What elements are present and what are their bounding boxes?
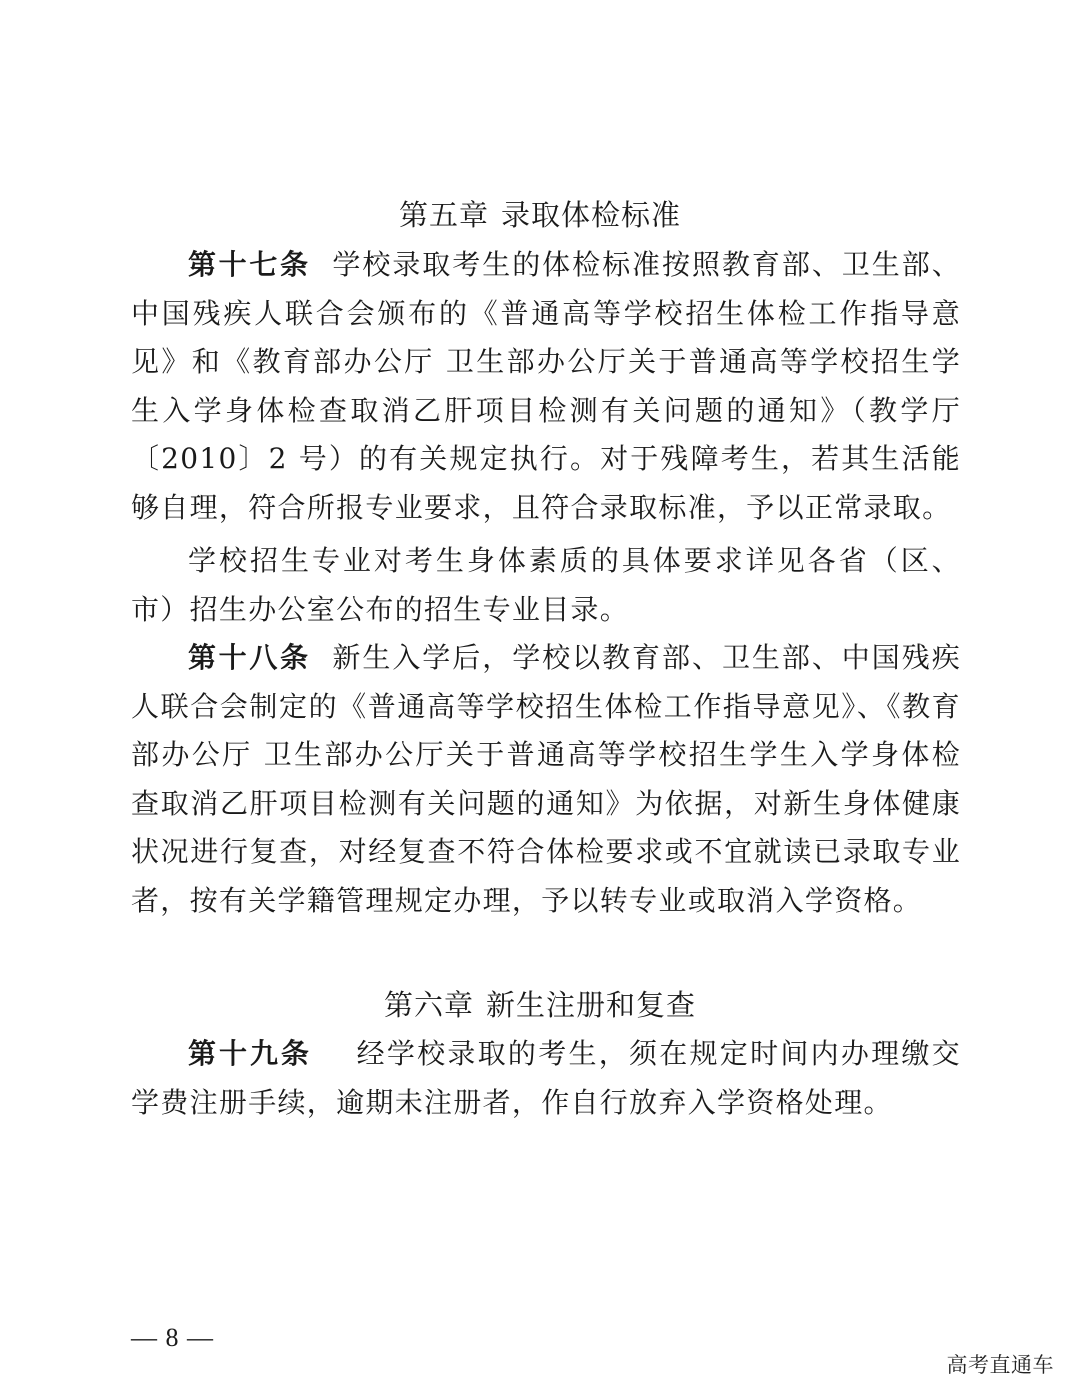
article-19-text: 经学校录取的考生，须在规定时间内办理缴交学费注册手续，逾期未注册者，作自行放弃入学资格处理。 (131, 1037, 961, 1119)
chapter-6-title: 新生注册和复查 (486, 988, 697, 1022)
source-watermark: 高考直通车 (946, 1353, 1054, 1377)
article-17-paragraph-2: 学校招生专业对考生身体素质的具体要求详见各省（区、市）招生办公室公布的招生专业目录。 (131, 544, 961, 626)
chapter-5-number: 第五章 (398, 198, 489, 232)
chapter-6-heading (0, 985, 1080, 1025)
chapter-5-heading (0, 195, 1080, 235)
article-17-label: 第十七条 (188, 248, 311, 281)
article-17-paragraph (131, 241, 961, 533)
chapter-6-number: 第六章 (383, 988, 474, 1022)
article-19-label: 第十九条 (188, 1037, 312, 1070)
article-17-text: 学校录取考生的体检标准按照教育部、卫生部、中国残疾人联合会颁布的《普通高等学校招生体检工作指导意见》和《教育部办公厅 卫生部办公厅关于普通高等学校招生学生入学身体检查取消乙肝项目检测有关问题的通知》（教学厅〔2010〕2 号）的有关规定执行。对于残障考生，若其生活能够自理，符合所报专业要求，且符合录取标准，予以正常录取。 (131, 248, 961, 524)
chapter-5-title: 录取体检标准 (501, 198, 682, 232)
article-19-paragraph (131, 1030, 961, 1127)
article-18-label: 第十八条 (188, 641, 311, 674)
article-18-paragraph (131, 634, 961, 926)
article-18-text: 新生入学后，学校以教育部、卫生部、中国残疾人联合会制定的《普通高等学校招生体检工作指导意见》、《教育部办公厅 卫生部办公厅关于普通高等学校招生学生入学身体检查取消乙肝项目检测有关问题的通知》为依据，对新生身体健康状况进行复查，对经复查不符合体检要求或不宜就读已录取专业者，按有关学籍管理规定办理，予以转专业或取消入学资格。 (131, 641, 961, 917)
page-number: — 8 — (131, 1323, 214, 1352)
